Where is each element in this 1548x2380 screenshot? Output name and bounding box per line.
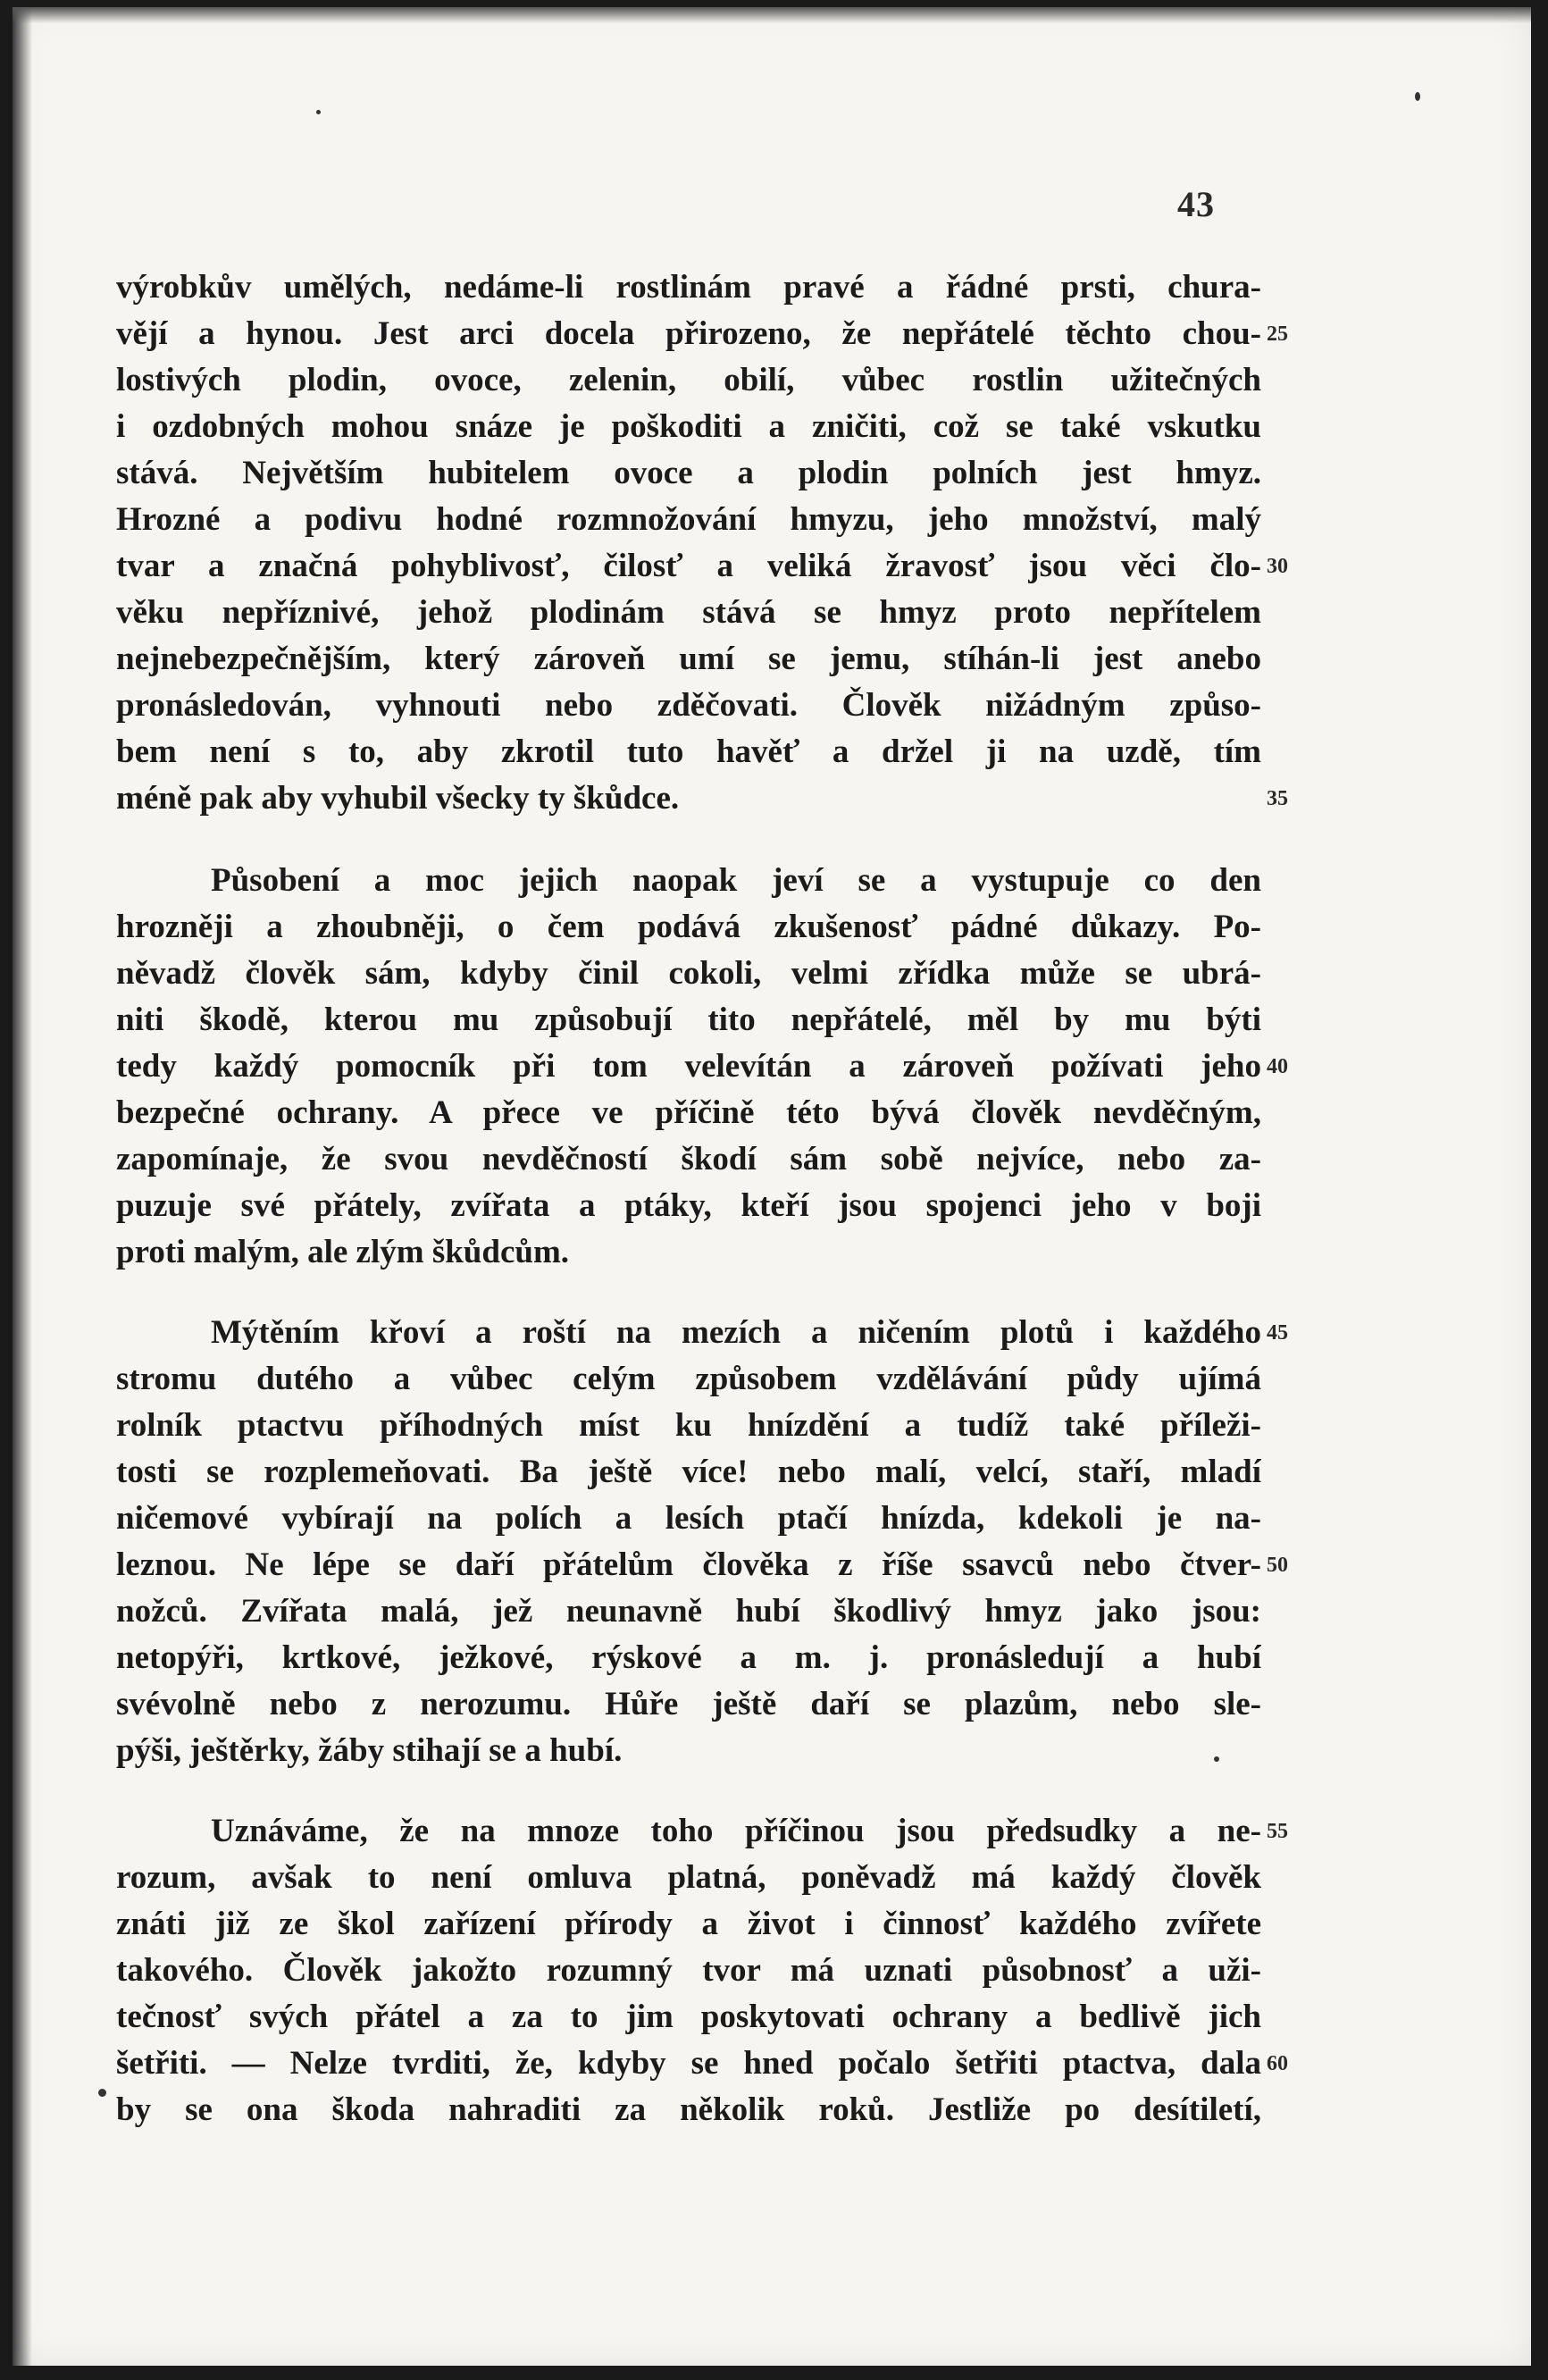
text-line: i ozdobných mohou snáze je poškoditi a zničiti, což se také vskutku: [116, 408, 1261, 445]
margin-line-number: 30: [1267, 555, 1288, 578]
margin-line-number: 40: [1267, 1055, 1288, 1078]
margin-line-number: 35: [1267, 787, 1288, 810]
text-line: ničemové vybírají na polích a lesích ptačí hnízda, kdekoli je na-: [116, 1500, 1261, 1537]
text-line: výrobkův umělých, nedáme-li rostlinám pravé a řádné prsti, chura-: [116, 269, 1261, 306]
ink-speck: [98, 2089, 106, 2097]
text-line: puzuje své přátely, zvířata a ptáky, kteří jsou spojenci jeho v boji: [116, 1187, 1261, 1224]
text-line: stromu dutého a vůbec celým způsobem vzdělávání půdy ujímá: [116, 1361, 1261, 1397]
text-line: nejnebezpečnějším, který zároveň umí se jemu, stíhán-li jest anebo: [116, 641, 1261, 677]
text-line: svévolně nebo z nerozumu. Hůře ještě daří se plazům, nebo sle-: [116, 1686, 1261, 1722]
text-line: nožců. Zvířata malá, jež neunavně hubí škodlivý hmyz jako jsou:: [116, 1593, 1261, 1630]
text-line: šetřiti. — Nelze tvrditi, že, kdyby se hned počalo šetřiti ptactva, dala: [116, 2045, 1261, 2082]
margin-line-number: 25: [1267, 323, 1288, 346]
margin-line-number: 45: [1267, 1321, 1288, 1345]
text-line: niti škodě, kterou mu způsobují tito nepřátelé, měl by mu býti: [116, 1001, 1261, 1038]
text-line: takového. Člověk jakožto rozumný tvor má uznati působnosť a uži-: [116, 1952, 1261, 1989]
text-line: vějí a hynou. Jest arci docela přirozeno, že nepřátelé těchto chou-: [116, 315, 1261, 352]
text-line: věku nepříznivé, jehož plodinám stává se hmyz proto nepřítelem: [116, 594, 1261, 631]
text-line: Mýtěním křoví a roští na mezích a ničením plotů i každého: [211, 1314, 1261, 1351]
text-line: rozum, avšak to není omluva platná, poněvadž má každý člověk: [116, 1859, 1261, 1896]
text-line: rolník ptactvu příhodných míst ku hnízdění a tudíž také příleži-: [116, 1407, 1261, 1444]
margin-line-number: 50: [1267, 1554, 1288, 1577]
text-line: bem není s to, aby zkrotil tuto havěť a držel ji na uzdě, tím: [116, 733, 1261, 770]
text-line: znáti již ze škol zařízení přírody a život i činnosť každého zvířete: [116, 1906, 1261, 1942]
text-line: tečnosť svých přátel a za to jim poskytovati ochrany a bedlivě jich: [116, 1999, 1261, 2035]
text-line: leznou. Ne lépe se daří přátelům člověka z říše ssavců nebo čtver-: [116, 1546, 1261, 1583]
text-line: lostivých plodin, ovoce, zelenin, obilí, vůbec rostlin užitečných: [116, 362, 1261, 398]
ink-speck: [316, 110, 321, 114]
text-line: stává. Největším hubitelem ovoce a plodin polních jest hmyz.: [116, 455, 1261, 491]
text-line: Uznáváme, že na mnoze toho příčinou jsou předsudky a ne-: [211, 1813, 1261, 1849]
text-line: tosti se rozplemeňovati. Ba ještě více! nebo malí, velcí, staří, mladí: [116, 1454, 1261, 1490]
text-line: zapomínaje, že svou nevděčností škodí sám sobě nejvíce, nebo za-: [116, 1141, 1261, 1177]
text-line: bezpečné ochrany. A přece ve příčině této bývá člověk nevděčným,: [116, 1094, 1261, 1131]
margin-line-number: 55: [1267, 1820, 1288, 1843]
ink-speck: [1415, 92, 1420, 101]
text-line: Hrozné a podivu hodné rozmnožování hmyzu, jeho množství, malý: [116, 501, 1261, 538]
text-line: pýši, ještěrky, žáby stihají se a hubí.: [116, 1732, 623, 1769]
binding-shadow: [13, 7, 32, 2366]
text-line: tvar a značná pohyblivosť, čilosť a veliká žravosť jsou věci člo-: [116, 548, 1261, 584]
text-line: něvadž člověk sám, kdyby činil cokoli, velmi zřídka může se ubrá-: [116, 955, 1261, 992]
text-line: by se ona škoda nahraditi za několik roků. Jestliže po desítiletí,: [116, 2091, 1261, 2128]
text-line: méně pak aby vyhubil všecky ty škůdce.: [116, 780, 680, 817]
page-number: 43: [1177, 184, 1215, 224]
text-line: pronásledován, vyhnouti nebo zděčovati. Člověk nižádným způso-: [116, 687, 1261, 724]
margin-line-number: 60: [1267, 2052, 1288, 2075]
top-edge-shadow: [13, 7, 1531, 23]
text-line: proti malým, ale zlým škůdcům.: [116, 1234, 570, 1270]
text-line: Působení a moc jejich naopak jeví se a vystupuje co den: [211, 862, 1261, 899]
text-line: tedy každý pomocník při tom velevítán a zároveň požívati jeho: [116, 1048, 1261, 1085]
text-line: netopýři, krtkové, ježkové, rýskové a m. j. pronásledují a hubí: [116, 1639, 1261, 1676]
text-line: hrozněji a zhoubněji, o čem podává zkušenosť pádné důkazy. Po-: [116, 909, 1261, 945]
